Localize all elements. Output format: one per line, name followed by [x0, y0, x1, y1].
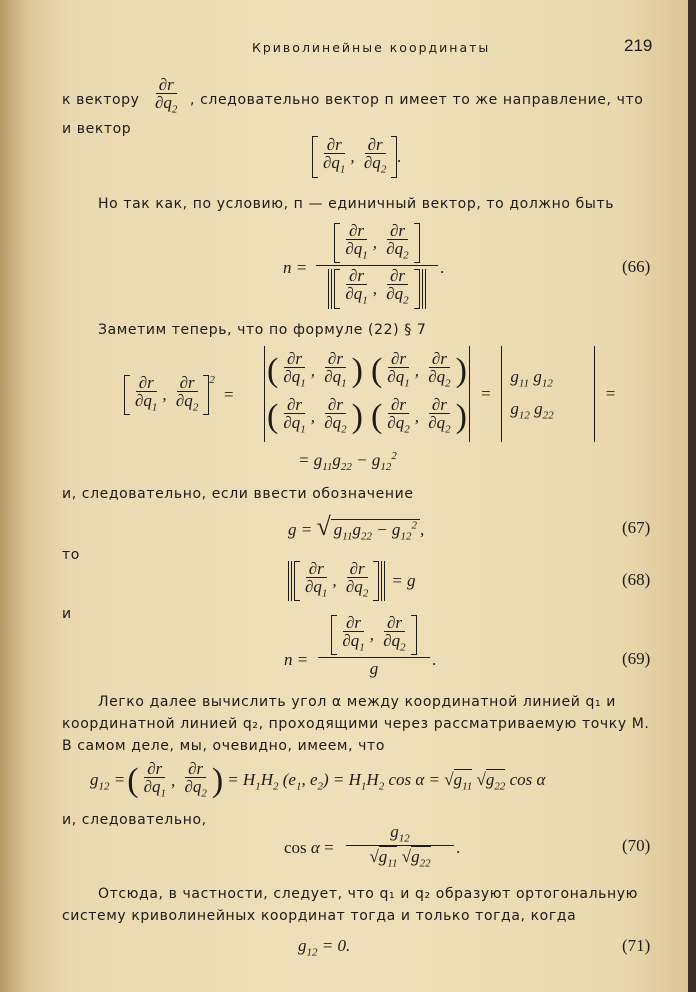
- eq69-fraction: $\frac{\partial r}{\partial q_1}$ , $\frac{\partial r}{\partial q_2}$ g: [318, 614, 430, 679]
- eq69-number: (69): [622, 649, 651, 668]
- text-line-2: и вектор: [62, 121, 132, 137]
- eq66-period: .: [440, 258, 445, 277]
- eq66-number: (66): [622, 257, 651, 276]
- eq69-lhs: n =: [284, 650, 309, 669]
- text-line-6: и, следовательно,: [62, 812, 207, 828]
- eq70-number: (70): [622, 836, 651, 855]
- eq69-period: .: [432, 650, 437, 669]
- scalar-product-matrix: ( $\frac{\partial r}{\partial q_1}$ , $\frac{\partial r}{\partial q_1}$ ) ( $\frac{\partial r}{\partial q_1}$ , $\frac{\partial r}{\partial q_2}$ ) ( $\frac{\partial r}{\partial q_1}$ , $\frac{\partial r}{\partial q_2}$ ) ( $\frac{\partial r}{\partial q_2}$ , $\frac{\partial r}{\partial q_2}$ ) = $g_{11}$ $g_{12}$ $g_{12}$ $g_{22}$ =: [262, 346, 616, 442]
- eq71-formula: $g_{12} = 0$.: [298, 936, 351, 959]
- eq68-number: (68): [622, 570, 651, 589]
- eq70-fraction: $g_{12}$ $√g_{11}$ $√g_{22}$: [346, 822, 454, 870]
- text-line-3: Но так как, по условию, п — единичный вектор, то должно быть: [98, 196, 615, 212]
- text-to: то: [62, 547, 80, 563]
- running-header: Криволинейные координаты: [252, 40, 491, 55]
- paragraph-line-5: систему криволинейных координат тогда и только тогда, когда: [62, 908, 577, 924]
- eq71-number: (71): [622, 936, 651, 955]
- g12-formula: $g_{12}$ = ( $\frac{\partial r}{\partial q_1}$ , $\frac{\partial r}{\partial q_2}$ ) = $H_1H_2$ ($e_1$, $e_2) = H_1H_2$ $\cos \alpha = √g_{11}$ $√g_{22}$ cos α: [90, 759, 546, 800]
- eq70-period: .: [456, 838, 461, 857]
- eq66-fraction: $\frac{\partial r}{\partial q_1}$ , $\frac{\partial r}{\partial q_2}$ $\frac{\partial r}{\partial q_1}$ , $\frac{\partial r}{\partial q_2}$: [316, 222, 438, 310]
- fraction-dr-dq2: $\frac{\partial r}{\partial q_2}$: [155, 75, 178, 116]
- eq67-number: (67): [622, 518, 651, 537]
- text-line-1a: к вектору: [62, 92, 140, 108]
- paragraph-line-2: координатной линией q₂, проходящими через рассматриваемую точку М.: [62, 716, 650, 732]
- cross-product-expression: $\frac{\partial r}{\partial q_1}$ , $\frac{\partial r}{\partial q_2}$ .: [312, 136, 402, 178]
- text-line-1b: , следовательно вектор п имеет то же направление, что: [190, 92, 644, 108]
- paragraph-line-1: Легко далее вычислить угол α между координатной линией q₁ и: [98, 694, 616, 710]
- text-line-5: и, следовательно, если ввести обозначение: [62, 486, 414, 502]
- text-line-4: Заметим теперь, что по формуле (22) § 7: [98, 322, 427, 338]
- text-i: и: [62, 606, 72, 622]
- determinant-result: = $g_{11}g_{22} - g_{12}^2$: [298, 450, 397, 474]
- eq70-lhs: cos α =: [284, 838, 334, 857]
- paragraph-line-3: В самом деле, мы, очевидно, имеем, что: [62, 738, 385, 754]
- eq67-formula: g = √ $g_{11}g_{22} - g_{12}^2$ ,: [288, 512, 425, 543]
- page-number: 219: [624, 36, 653, 55]
- eq66-lhs: n =: [283, 258, 308, 277]
- page-edge-shadow: [688, 0, 696, 992]
- cross-product-squared: $\frac{\partial r}{\partial q_1}$ , $\frac{\partial r}{\partial q_2}$ $^2$ =: [124, 374, 234, 416]
- paragraph-line-4: Отсюда, в частности, следует, что q₁ и q₂ образуют ортогональную: [98, 886, 639, 902]
- eq68-formula: $\frac{\partial r}{\partial q_1}$ , $\frac{\partial r}{\partial q_2}$ = g: [286, 560, 416, 602]
